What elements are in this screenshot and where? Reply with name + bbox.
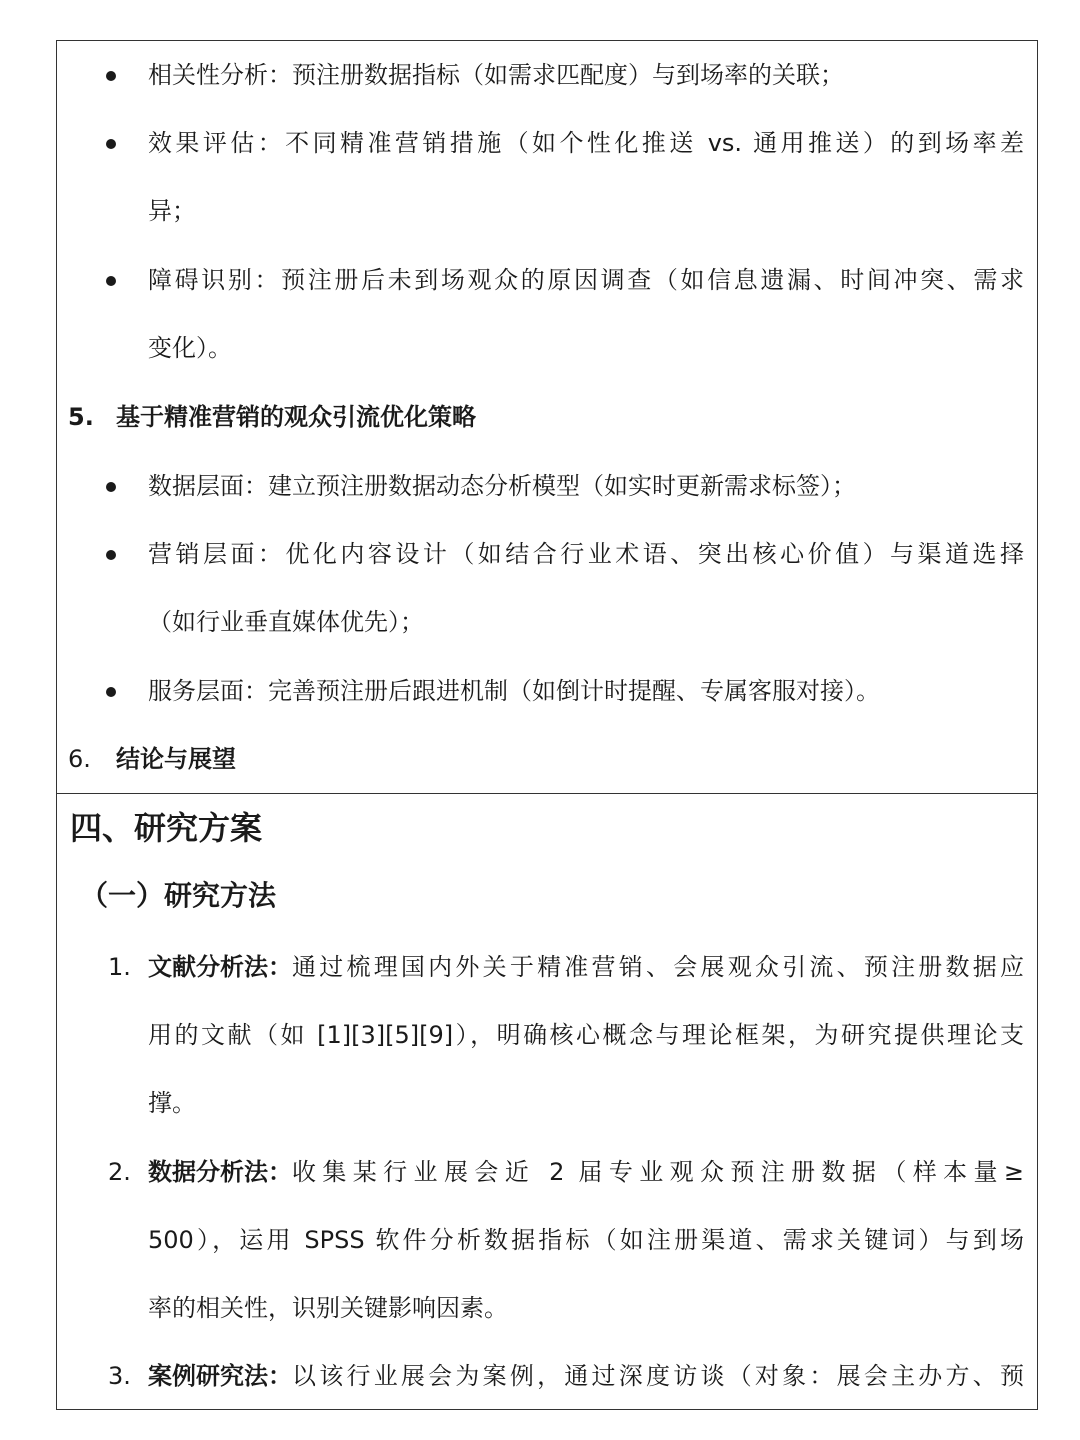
bullet-effect-evaluation: 效果评估：不同精准营销措施（如个性化推送 vs. 通用推送）的到场率差	[148, 129, 1024, 157]
method-3-label: 案例研究法：	[148, 1362, 292, 1390]
bullet-marketing-level: 营销层面：优化内容设计（如结合行业术语、突出核心价值）与渠道选择	[148, 540, 1024, 568]
method-2-line-2: 500），运用 SPSS 软件分析数据指标（如注册渠道、需求关键词）与到场	[148, 1226, 1024, 1254]
method-2-text: 收集某行业展会近 2 届专业观众预注册数据（样本量≥	[292, 1158, 1024, 1186]
bullet-dot	[106, 276, 116, 286]
list-number-6: 6.	[68, 745, 91, 773]
bullet-dot	[106, 550, 116, 560]
subheading-research-methods: （一）研究方法	[80, 879, 277, 912]
table-row-divider	[56, 793, 1038, 794]
document-table-frame	[56, 40, 1038, 1410]
bullet-dot	[106, 71, 116, 81]
bullet-obstacle-identification: 障碍识别：预注册后未到场观众的原因调查（如信息遗漏、时间冲突、需求	[148, 266, 1024, 294]
bullet-effect-evaluation-cont: 异；	[148, 197, 196, 225]
bullet-data-level: 数据层面：建立预注册数据动态分析模型（如实时更新需求标签）；	[148, 472, 856, 500]
bullet-dot	[106, 687, 116, 697]
method-3-line-1	[148, 1359, 1024, 1393]
bullet-marketing-level-cont: （如行业垂直媒体优先）；	[148, 608, 424, 636]
method-number-1: 1.	[108, 953, 131, 981]
bullet-dot	[106, 482, 116, 492]
method-2-label: 数据分析法：	[148, 1158, 292, 1186]
method-3-text: 以该行业展会为案例，通过深度访谈（对象：展会主办方、预	[292, 1362, 1024, 1390]
method-2-line-3: 率的相关性，识别关键影响因素。	[148, 1294, 508, 1322]
bullet-obstacle-identification-cont: 变化）。	[148, 334, 232, 362]
method-1-line-2: 用的文献（如 [1][3][5][9]），明确核心概念与理论框架，为研究提供理论支	[148, 1021, 1024, 1049]
list-number-5: 5.	[68, 403, 94, 431]
method-1-line-3: 撑。	[148, 1089, 196, 1117]
outline-item-6-title: 结论与展望	[116, 745, 236, 773]
method-1-text: 通过梳理国内外关于精准营销、会展观众引流、预注册数据应	[292, 953, 1024, 981]
method-2-line-1	[148, 1155, 1024, 1189]
method-number-3: 3.	[108, 1362, 131, 1390]
method-number-2: 2.	[108, 1158, 131, 1186]
bullet-service-level: 服务层面：完善预注册后跟进机制（如倒计时提醒、专属客服对接）。	[148, 677, 880, 705]
outline-item-5-title: 基于精准营销的观众引流优化策略	[116, 403, 476, 431]
method-1-line-1	[148, 950, 1024, 984]
section-heading-research-plan: 四、研究方案	[70, 809, 263, 847]
bullet-dot	[106, 139, 116, 149]
bullet-correlation-analysis: 相关性分析：预注册数据指标（如需求匹配度）与到场率的关联；	[148, 61, 844, 89]
method-1-label: 文献分析法：	[148, 953, 292, 981]
